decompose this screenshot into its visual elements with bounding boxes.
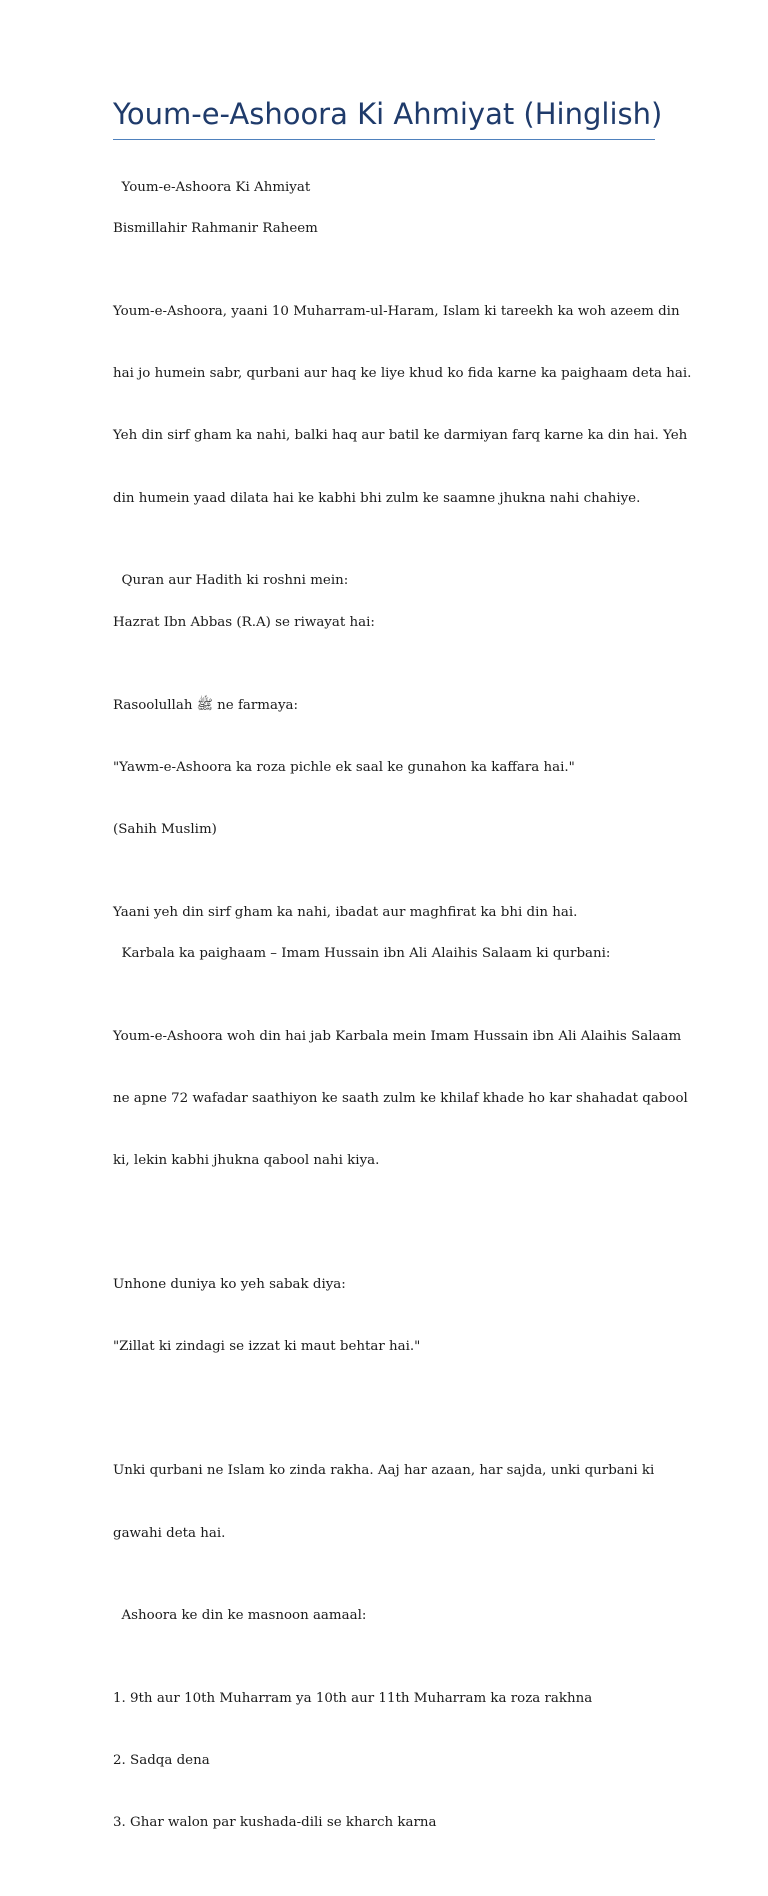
section-heading: Quran aur Hadith ki roshni mein: — [113, 573, 349, 589]
text-line: ne apne 72 wafadar saathiyon ke saath zulm ke khilaf khade ho kar shahadat qabool — [113, 1090, 688, 1106]
hadith-quote: "Yawm-e-Ashoora ka roza pichle ek saal ke gunahon ka kaffara hai." — [113, 759, 575, 775]
section-heading: Ashoora ke din ke masnoon aamaal: — [113, 1608, 367, 1624]
list-item: 2. Sadqa dena — [113, 1753, 210, 1769]
text-line: Unhone duniya ko yeh sabak diya: — [113, 1277, 346, 1293]
qurbani-paragraph — [113, 1420, 658, 1586]
lesson-quote: "Zillat ki zindagi se izzat ki maut behtar hai." — [113, 1339, 421, 1355]
hadith-source: (Sahih Muslim) — [113, 821, 217, 837]
karbala-paragraph — [113, 985, 688, 1213]
text-line: din humein yaad dilata hai ke kabhi bhi zulm ke saamne jhukna nahi chahiye. — [113, 490, 641, 506]
section-heading: Youm-e-Ashoora Ki Ahmiyat — [113, 180, 311, 195]
text-line: Rasoolullah ﷺ ne farmaya: — [113, 697, 299, 713]
text-line: Yeh din sirf gham ka nahi, balki haq aur batil ke darmiyan farq karne ka din hai. Yeh — [113, 428, 688, 444]
list-item: 3. Ghar walon par kushada-dili se kharch karna — [113, 1815, 437, 1831]
section-heading: Karbala ka paighaam – Imam Hussain ibn Ali Alaihis Salaam ki qurbani: — [113, 945, 611, 961]
bismillah-line: Bismillahir Rahmanir Raheem — [113, 221, 318, 237]
text-line: gawahi deta hai. — [113, 1525, 226, 1541]
intro-paragraph — [113, 261, 692, 551]
text-line: Youm-e-Ashoora woh din hai jab Karbala mein Imam Hussain ibn Ali Alaihis Salaam — [113, 1028, 682, 1044]
aamaal-list — [113, 1648, 658, 1876]
text-line: Youm-e-Ashoora, yaani 10 Muharram-ul-Haram, Islam ki tareekh ka woh azeem din — [113, 304, 680, 320]
text-line: hai jo humein sabr, qurbani aur haq ke liye khud ko fida karne ka paighaam deta hai. — [113, 366, 692, 382]
title-underline — [113, 139, 655, 140]
lesson-paragraph — [113, 1234, 658, 1400]
text-line: ki, lekin kabhi jhukna qabool nahi kiya. — [113, 1152, 380, 1168]
hadith-paragraph — [113, 654, 658, 882]
hadith-narrator: Hazrat Ibn Abbas (R.A) se riwayat hai: — [113, 614, 375, 630]
document-title: Youm-e-Ashoora Ki Ahmiyat (Hinglish) — [113, 97, 663, 131]
list-item: 1. 9th aur 10th Muharram ya 10th aur 11th Muharram ka roza rakhna — [113, 1691, 593, 1707]
document-body — [113, 178, 692, 1896]
text-line: Unki qurbani ne Islam ko zinda rakha. Aaj har azaan, har sajda, unki qurbani ki — [113, 1463, 655, 1479]
ibadat-paragraph: Yaani yeh din sirf gham ka nahi, ibadat aur maghfirat ka bhi din hai. — [113, 904, 578, 920]
